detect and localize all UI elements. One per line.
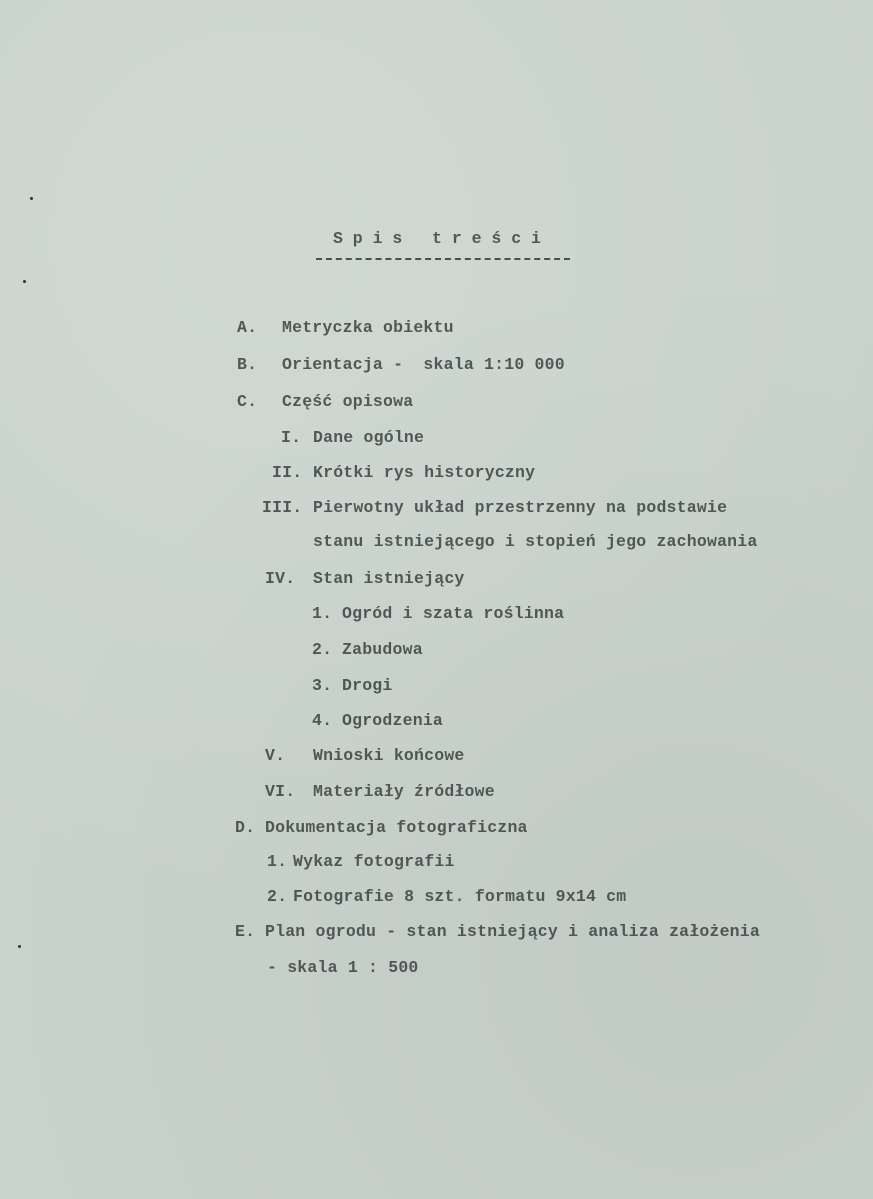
toc-label: D. [235,818,256,837]
toc-label: VI. [265,782,296,801]
toc-label: I. [281,428,302,447]
toc-entry: Drogi [342,676,393,695]
toc-entry: Metryczka obiektu [282,318,454,337]
page-title: S p i s t r e ś c i [333,229,541,248]
toc-label: A. [237,318,258,337]
toc-entry: Materiały źródłowe [313,782,495,801]
toc-entry: Fotografie 8 szt. formatu 9x14 cm [293,887,627,906]
toc-label: II. [272,463,303,482]
toc-label: 1. [312,604,333,623]
toc-entry: Plan ogrodu - stan istniejący i analiza założenia [265,922,760,941]
toc-entry: Część opisowa [282,392,414,411]
toc-entry: Pierwotny układ przestrzenny na podstawie [313,498,728,517]
title-underline [316,258,570,260]
toc-entry: Krótki rys historyczny [313,463,536,482]
toc-entry: Ogrodzenia [342,711,444,730]
toc-label: 1. [267,852,288,871]
punch-mark [18,945,21,948]
toc-entry: Wykaz fotografii [293,852,455,871]
toc-entry: Stan istniejący [313,569,465,588]
toc-entry: Zabudowa [342,640,423,659]
toc-label: 4. [312,711,333,730]
punch-mark [23,280,26,283]
toc-label: III. [262,498,303,517]
toc-label: B. [237,355,258,374]
toc-label: V. [265,746,286,765]
punch-mark [30,197,33,200]
toc-label: C. [237,392,258,411]
toc-entry: Wnioski końcowe [313,746,465,765]
toc-entry: stanu istniejącego i stopień jego zachowania [313,532,758,551]
toc-entry: Orientacja - skala 1:10 000 [282,355,565,374]
toc-entry: Dane ogólne [313,428,425,447]
toc-label: IV. [265,569,296,588]
toc-label: 2. [312,640,333,659]
toc-entry: - skala 1 : 500 [267,958,419,977]
toc-label: 3. [312,676,333,695]
toc-entry: Dokumentacja fotograficzna [265,818,528,837]
toc-label: 2. [267,887,288,906]
toc-label: E. [235,922,256,941]
toc-entry: Ogród i szata roślinna [342,604,565,623]
